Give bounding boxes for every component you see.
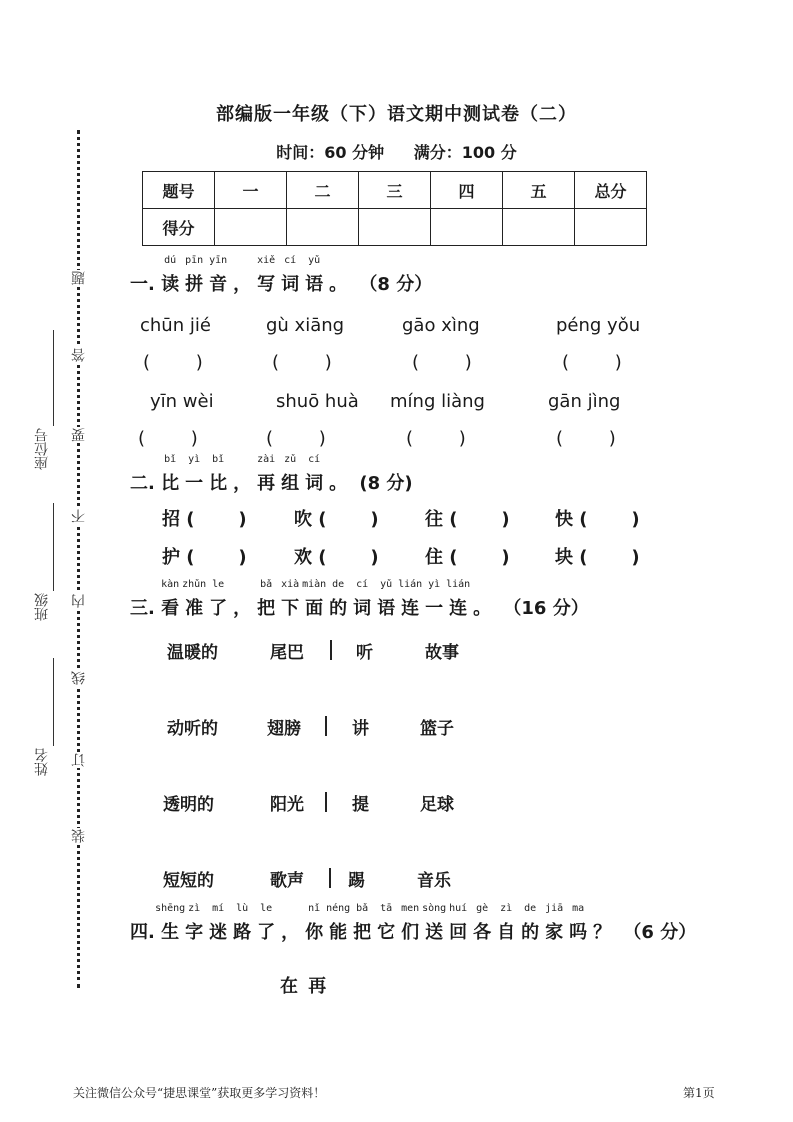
pinyin-annotation: shēng [155, 903, 186, 914]
pinyin-annotation: men [401, 903, 420, 914]
q2-char: 住 [425, 547, 443, 568]
q1-instruction [161, 255, 353, 295]
q1-pinyin: gāo xìng [402, 315, 480, 336]
character-text: 各 [473, 922, 492, 943]
character-text: 再 [257, 473, 276, 494]
character-text: 比 [209, 473, 228, 494]
pinyin-annotation: kàn [161, 579, 180, 590]
q3-adjective[interactable]: 短短的 [163, 871, 214, 891]
q2-answer-blank[interactable]: ( ) [449, 547, 510, 568]
q3-noun[interactable]: 歌声 [270, 871, 304, 891]
q1-number: 一. [130, 274, 155, 295]
character-text: 。 [473, 598, 492, 619]
q1-answer-blank[interactable]: ( ) [138, 428, 198, 449]
character-text: 你 [305, 922, 324, 943]
q2-points: (8 分) [359, 473, 413, 494]
seal-word: 装 [71, 829, 87, 843]
q3-adjective[interactable]: 透明的 [163, 795, 214, 815]
full-score: 满分：100 分 [413, 143, 517, 162]
seal-word: 不 [71, 509, 87, 523]
q3-divider [330, 640, 332, 660]
pinyin-annotation: zhǔn [182, 579, 207, 590]
pinyin-annotation: lián [446, 579, 471, 590]
pinyin-annotation: bǐ [164, 454, 177, 465]
q3-number: 三. [130, 598, 155, 619]
heading-character [545, 903, 564, 944]
heading-character [422, 903, 447, 944]
heading-character [185, 454, 204, 495]
q2-answer-blank[interactable]: ( ) [186, 509, 247, 530]
q3-verb[interactable]: 讲 [352, 719, 369, 739]
character-text: 迷 [209, 922, 228, 943]
q2-item [294, 543, 379, 569]
heading-character [329, 270, 347, 296]
class-field[interactable] [53, 503, 54, 591]
q4-points: （6 分） [623, 922, 697, 943]
q3-verb[interactable]: 踢 [348, 871, 365, 891]
pinyin-annotation: yǔ [380, 579, 393, 590]
q2-answer-blank[interactable]: ( ) [186, 547, 247, 568]
character-text: 下 [281, 598, 300, 619]
character-text: 它 [377, 922, 396, 943]
heading-character [155, 903, 186, 944]
q2-char: 招 [162, 509, 180, 530]
heading-character [326, 903, 351, 944]
q1-pinyin: gù xiāng [266, 315, 345, 336]
q2-answer-blank[interactable]: ( ) [318, 547, 379, 568]
pinyin-annotation: zì [188, 903, 201, 914]
header-cell: 二 [287, 172, 359, 209]
heading-character [377, 903, 396, 944]
pinyin-annotation: jiā [545, 903, 564, 914]
character-text: ？ [593, 922, 612, 943]
pinyin-annotation: yì [188, 454, 201, 465]
q2-item [425, 543, 510, 569]
character-text: 拼 [185, 274, 204, 295]
pinyin-annotation: cí [308, 454, 321, 465]
character-text: 。 [329, 274, 348, 295]
q2-char: 往 [425, 509, 443, 530]
q1-pinyin: shuō huà [276, 391, 359, 412]
character-text: 生 [161, 922, 180, 943]
character-text: 的 [521, 922, 540, 943]
heading-character [185, 255, 204, 296]
heading-character [449, 903, 468, 944]
heading-character [185, 903, 204, 944]
pinyin-annotation: sòng [422, 903, 447, 914]
heading-character [209, 579, 228, 620]
character-text: 音 [209, 274, 228, 295]
header-cell: 题号 [143, 172, 215, 209]
character-text: 比 [161, 473, 180, 494]
q1-pinyin: péng yǒu [556, 315, 641, 336]
q3-object[interactable]: 故事 [425, 643, 459, 663]
character-text: 的 [329, 598, 348, 619]
q1-answer-blank[interactable]: ( ) [406, 428, 466, 449]
character-text: 语 [377, 598, 396, 619]
pinyin-annotation: zǔ [284, 454, 297, 465]
heading-character [521, 903, 540, 944]
pinyin-annotation: nǐ [308, 903, 321, 914]
q1-pinyin: yīn wèi [150, 391, 214, 412]
heading-character [593, 918, 611, 944]
page-number: 第1页 [683, 1086, 715, 1100]
seat-number-field[interactable] [53, 330, 54, 426]
pinyin-annotation: le [260, 903, 273, 914]
q1-answer-blank[interactable]: ( ) [266, 428, 326, 449]
q2-answer-blank[interactable]: ( ) [318, 509, 379, 530]
character-text: 路 [233, 922, 252, 943]
heading-character [473, 903, 492, 944]
heading-character [281, 918, 299, 944]
character-text: ， [281, 922, 300, 943]
q1-answer-blank[interactable]: ( ) [412, 352, 472, 373]
heading-character [281, 454, 300, 495]
heading-character [257, 903, 276, 944]
q3-object[interactable]: 篮子 [420, 719, 454, 739]
heading-character [302, 579, 327, 620]
heading-character [569, 903, 588, 944]
character-text: 了 [209, 598, 228, 619]
q2-item [162, 505, 247, 531]
character-text: 们 [401, 922, 420, 943]
heading-character [257, 454, 276, 495]
pinyin-annotation: dú [164, 255, 177, 266]
character-text: 送 [425, 922, 444, 943]
q3-noun[interactable]: 阳光 [270, 795, 304, 815]
q2-item [162, 543, 247, 569]
q2-char: 欢 [294, 547, 312, 568]
heading-character [182, 579, 207, 620]
score-cell[interactable] [503, 209, 575, 246]
q2-number: 二. [130, 473, 155, 494]
q3-points: （16 分） [503, 598, 589, 619]
pinyin-annotation: cí [356, 579, 369, 590]
heading-character [305, 454, 324, 495]
q2-heading [130, 454, 413, 495]
heading-character [233, 594, 251, 620]
q1-pinyin: míng liàng [390, 391, 485, 412]
q4-heading [130, 903, 697, 944]
character-text: 。 [329, 473, 348, 494]
pinyin-annotation: de [524, 903, 537, 914]
heading-character [425, 579, 444, 620]
pinyin-annotation: lù [236, 903, 249, 914]
q2-item [425, 505, 510, 531]
header-cell: 五 [503, 172, 575, 209]
heading-character [233, 903, 252, 944]
q4-given-characters: 在 再 [280, 976, 329, 997]
heading-character [305, 255, 324, 296]
character-text: 一 [185, 473, 204, 494]
seat-number-label: 座位号 [34, 428, 50, 470]
q2-answer-blank[interactable]: ( ) [579, 547, 640, 568]
q3-instruction [161, 579, 497, 619]
q1-pinyin: gān jìng [548, 391, 621, 412]
heading-character [377, 579, 396, 620]
pinyin-annotation: gè [476, 903, 489, 914]
q3-noun[interactable]: 尾巴 [270, 643, 304, 663]
heading-character [497, 903, 516, 944]
q1-answer-blank[interactable]: ( ) [272, 352, 332, 373]
character-text: 连 [449, 598, 468, 619]
class-label: 班级 [34, 593, 50, 621]
exam-info [0, 140, 793, 163]
character-text: 面 [305, 598, 324, 619]
footer-promo-text: 关注微信公众号“捷思课堂”获取更多学习资料！ [73, 1086, 326, 1100]
pinyin-annotation: pīn [185, 255, 204, 266]
score-cell[interactable] [359, 209, 431, 246]
q3-verb[interactable]: 提 [352, 795, 369, 815]
q2-item [555, 543, 640, 569]
score-cell[interactable] [431, 209, 503, 246]
pinyin-annotation: yīn [209, 255, 228, 266]
q2-item [294, 505, 379, 531]
q3-verb[interactable]: 听 [356, 643, 373, 663]
heading-character [353, 579, 372, 620]
seal-word: 订 [71, 753, 87, 767]
header-cell: 一 [215, 172, 287, 209]
character-text: 一 [425, 598, 444, 619]
character-text: 字 [185, 922, 204, 943]
seal-word: 题 [71, 271, 87, 285]
heading-character [473, 594, 491, 620]
name-field[interactable] [53, 658, 54, 746]
pinyin-annotation: tā [380, 903, 393, 914]
heading-character [329, 469, 347, 495]
q2-instruction [161, 454, 353, 494]
q1-heading [130, 255, 433, 296]
heading-character [233, 270, 251, 296]
pinyin-annotation: yǔ [308, 255, 321, 266]
pinyin-annotation: xià [281, 579, 300, 590]
seal-word: 内 [71, 594, 87, 608]
q3-noun[interactable]: 翅膀 [267, 719, 301, 739]
score-table-score-row [143, 209, 647, 246]
header-cell: 三 [359, 172, 431, 209]
seal-word: 要 [71, 428, 87, 442]
q4-instruction [155, 903, 617, 943]
pinyin-annotation: bǎ [260, 579, 273, 590]
q2-char: 吹 [294, 509, 312, 530]
q1-points: （8 分） [359, 274, 433, 295]
exam-title: 部编版一年级（下）语文期中测试卷（二） [216, 104, 577, 125]
character-text: 词 [281, 274, 300, 295]
character-text: ， [233, 473, 252, 494]
q3-divider [329, 868, 331, 888]
q3-divider [325, 792, 327, 812]
pinyin-annotation: ma [572, 903, 585, 914]
heading-character [209, 255, 228, 296]
heading-character [161, 579, 180, 620]
character-text: 准 [185, 598, 204, 619]
score-cell[interactable] [287, 209, 359, 246]
q1-answer-blank[interactable]: ( ) [556, 428, 616, 449]
character-text: 看 [161, 598, 180, 619]
q2-char: 护 [162, 547, 180, 568]
header-cell: 四 [431, 172, 503, 209]
pinyin-annotation: huí [449, 903, 468, 914]
pinyin-annotation: le [212, 579, 225, 590]
heading-character [353, 903, 372, 944]
header-cell: 总分 [575, 172, 647, 209]
q3-adjective[interactable]: 动听的 [167, 719, 218, 739]
seal-word: 答 [71, 348, 87, 362]
q1-answer-blank[interactable]: ( ) [143, 352, 203, 373]
q2-char: 块 [555, 547, 573, 568]
pinyin-annotation: zì [500, 903, 513, 914]
time-limit: 时间：60 分钟 [276, 143, 385, 162]
character-text: 家 [545, 922, 564, 943]
score-cell[interactable] [215, 209, 287, 246]
pinyin-annotation: néng [326, 903, 351, 914]
character-text: ， [233, 274, 252, 295]
character-text: 把 [353, 922, 372, 943]
q4-number: 四. [130, 922, 155, 943]
pinyin-annotation: lián [398, 579, 423, 590]
character-text: ， [233, 598, 252, 619]
heading-character [209, 454, 228, 495]
pinyin-annotation: de [332, 579, 345, 590]
q3-object[interactable]: 足球 [420, 795, 454, 815]
pinyin-annotation: bǐ [212, 454, 225, 465]
character-text: 吗 [569, 922, 588, 943]
q2-item [555, 505, 640, 531]
character-text: 自 [497, 922, 516, 943]
character-text: 了 [257, 922, 276, 943]
q1-pinyin: chūn jié [140, 315, 211, 336]
q3-object[interactable]: 音乐 [417, 871, 451, 891]
q2-char: 快 [555, 509, 573, 530]
character-text: 回 [449, 922, 468, 943]
heading-character [281, 255, 300, 296]
q3-adjective[interactable]: 温暖的 [167, 643, 218, 663]
character-text: 把 [257, 598, 276, 619]
heading-character [161, 255, 180, 296]
pinyin-annotation: xiě [257, 255, 276, 266]
character-text: 读 [161, 274, 180, 295]
q2-answer-blank[interactable]: ( ) [449, 509, 510, 530]
score-row-label: 得分 [143, 209, 215, 246]
heading-character [209, 903, 228, 944]
pinyin-annotation: zài [257, 454, 276, 465]
score-table-header-row [143, 172, 647, 209]
heading-character [161, 454, 180, 495]
heading-character [446, 579, 471, 620]
heading-character [398, 579, 423, 620]
seal-word: 线 [71, 671, 87, 685]
pinyin-annotation: miàn [302, 579, 327, 590]
character-text: 词 [305, 473, 324, 494]
name-label: 姓名 [34, 748, 50, 776]
heading-character [257, 255, 276, 296]
character-text: 能 [329, 922, 348, 943]
pinyin-annotation: cí [284, 255, 297, 266]
heading-character [305, 903, 324, 944]
pinyin-annotation: bǎ [356, 903, 369, 914]
character-text: 连 [401, 598, 420, 619]
character-text: 语 [305, 274, 324, 295]
pinyin-annotation: mí [212, 903, 225, 914]
character-text: 词 [353, 598, 372, 619]
heading-character [401, 903, 420, 944]
q1-answer-blank[interactable]: ( ) [562, 352, 622, 373]
character-text: 写 [257, 274, 276, 295]
character-text: 组 [281, 473, 300, 494]
heading-character [257, 579, 276, 620]
heading-character [233, 469, 251, 495]
pinyin-annotation: yì [428, 579, 441, 590]
score-cell[interactable] [575, 209, 647, 246]
q3-divider [325, 716, 327, 736]
heading-character [329, 579, 348, 620]
heading-character [281, 579, 300, 620]
seal-dotted-line [77, 130, 80, 988]
q2-answer-blank[interactable]: ( ) [579, 509, 640, 530]
q3-heading [130, 579, 589, 620]
score-table [142, 171, 647, 246]
